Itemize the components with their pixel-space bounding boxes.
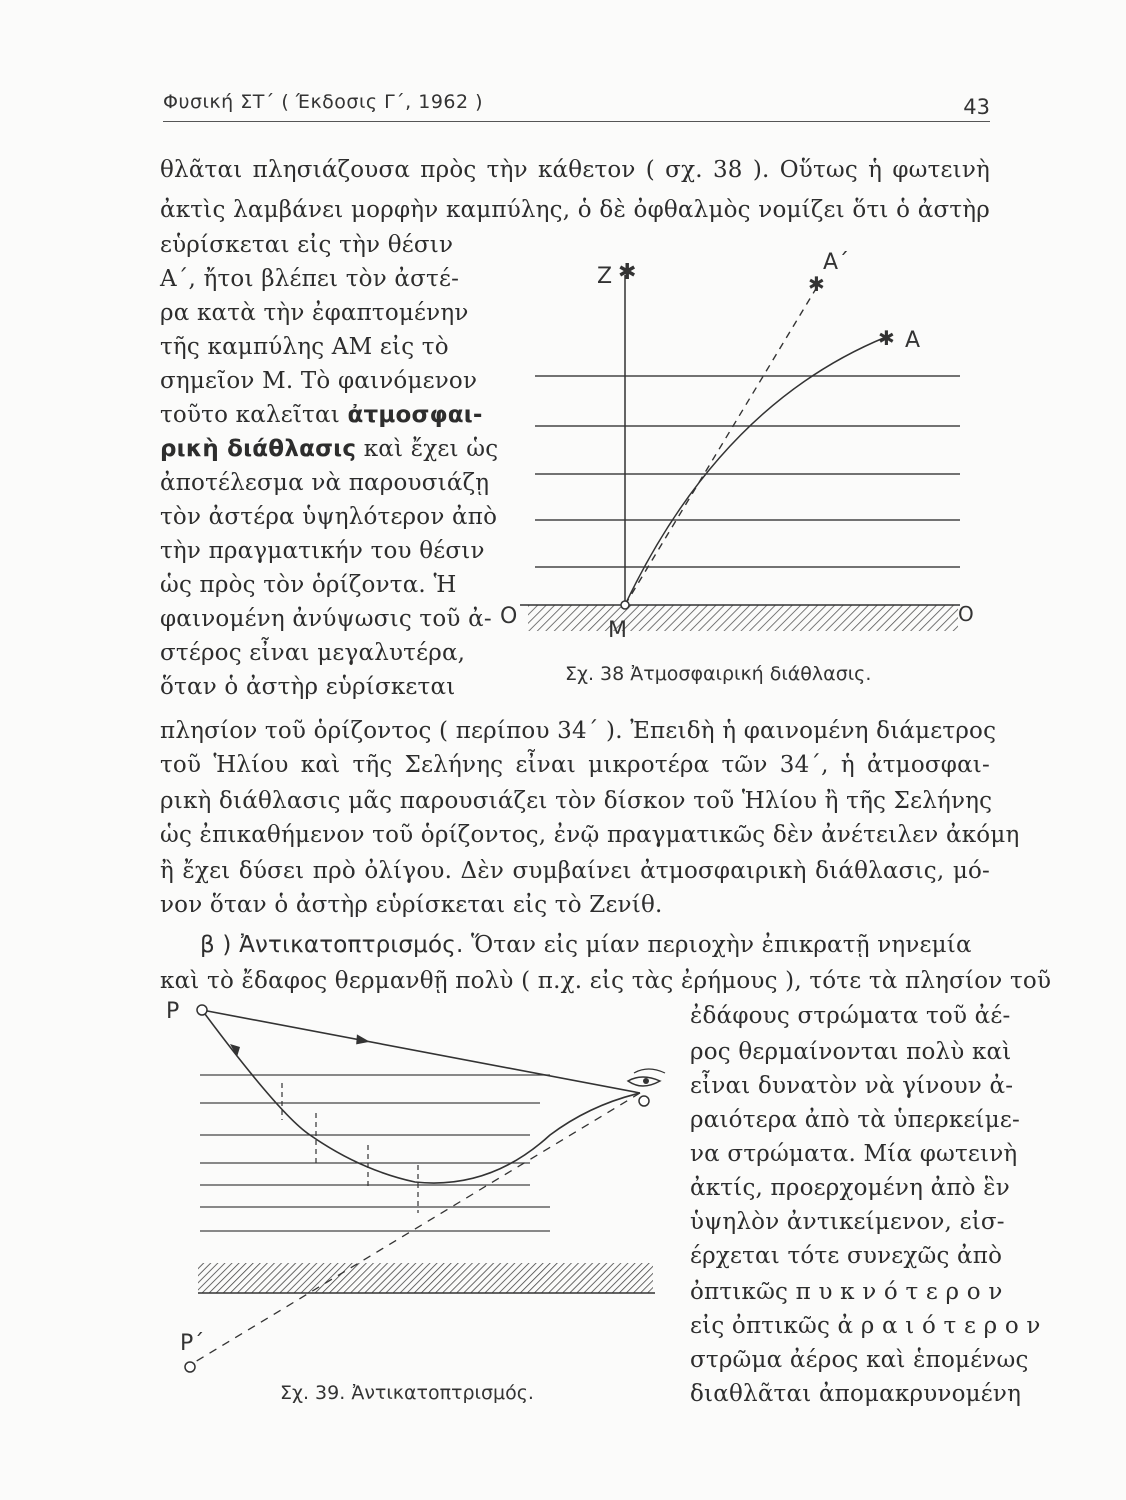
ground [198,1263,653,1293]
text-line: στέρος εἶναι μεγαλυτέρα, [160,640,466,666]
horizon-left-label: O [500,604,518,629]
eye-icon [628,1069,665,1106]
star-icon: ✱ [878,326,895,350]
text-line: καὶ τὸ ἔδαφος θερμανθῇ πολὺ ( π.χ. εἰς τὰς ἐρήμους ), τότε τὰ πλησίον τοῦ [160,968,1052,994]
text-fragment: τοῦτο καλεῖται [160,402,340,428]
text-line: ὑψηλὸν ἀντικείμενον, εἰσ- [690,1209,1005,1235]
text-line: σημεῖον Μ. Τὸ φαινόμενον [160,368,478,394]
star-label: A [905,328,921,353]
apparent-star-icon: ✱ [808,272,825,296]
figure-38 [490,245,974,695]
figure-38-caption: Σχ. 38 Ἀτμοσφαιρική διάθλασις. [565,663,872,685]
figure-39-caption: Σχ. 39. Ἀντικατοπτρισμός. [280,1382,534,1404]
text-line: ὡς πρὸς τὸν ὁρίζοντα. Ἡ [160,572,457,598]
object-point [197,1005,207,1015]
text-line: ρα κατὰ τὴν ἐφαπτομένην [160,300,469,326]
text-line: ἀκτὶς λαμβάνει μορφὴν καμπύλης, ὁ δὲ ὀφθαλμὸς νομίζει ὅτι ὁ ἀστὴρ [160,197,990,223]
mirage-ray [202,1010,640,1183]
figure-39 [160,995,690,1385]
text-line: να στρώματα. Μία φωτεινὴ [690,1141,1018,1167]
header-title: Φυσική ΣΤ΄ ( Έκδοσις Γ΄, 1962 ) [163,91,484,113]
text-line: τοῦ Ἡλίου καὶ τῆς Σελήνης εἶναι μικροτέρα τῶν 34΄, ἡ ἀτμοσφαι- [160,752,990,778]
text-line: τὸν ἀστέρα ὑψηλότερον ἀπὸ [160,504,498,530]
zenith-label: Z [597,264,613,289]
text-line: ἀποτέλεσμα νὰ παρουσιάζῃ [160,470,490,496]
image-point [185,1362,195,1372]
text-line: ρικὴ διάθλασις μᾶς παρουσιάζει τὸν δίσκον τοῦ Ἡλίου ἢ τῆς Σελήνης [160,788,993,814]
ground [528,605,958,631]
apparent-star-label: A΄ [823,250,850,275]
text-line: νον ὅταν ὁ ἀστὴρ εὑρίσκεται εἰς τὸ Ζενίθ. [160,892,663,918]
object-label: P [166,999,180,1024]
arrow-head [355,1034,371,1046]
text-line [160,400,483,430]
text-line: ἐδάφους στρώματα τοῦ ἀέ- [690,1003,1011,1029]
direct-ray [202,1010,640,1093]
section-heading: β ) Ἀντικατοπτρισμός. [200,932,464,958]
text-line: ἢ ἔχει δύσει πρὸ ὀλίγου. Δὲν συμβαίνει ἀτμοσφαιρικὴ διάθλασις, μό- [160,858,990,884]
text-line: ἀκτίς, προερχομένη ἀπὸ ἓν [690,1175,1010,1201]
observer-point [621,601,629,609]
text-line: ὀπτικῶς π υ κ ν ό τ ε ρ ο ν [690,1279,1003,1305]
text-fragment: καὶ ἔχει ὡς [363,436,499,462]
text-line [200,930,990,960]
text-line: ρος θερμαίνονται πολὺ καὶ [690,1039,1012,1065]
text-line: στρῶμα ἀέρος καὶ ἑπομένως [690,1347,1029,1373]
zenith-star-icon: ✱ [618,260,637,285]
text-fragment: Ὅταν εἰς μίαν περιοχὴν ἐπικρατῇ νηνεμία [471,932,972,958]
text-line [160,434,498,464]
image-label: P΄ [180,1331,205,1356]
text-line: εἶναι δυνατὸν νὰ γίνουν ἀ- [690,1073,1014,1099]
text-line: ὅταν ὁ ἀστὴρ εὑρίσκεται [160,674,456,700]
tangent-dashed [625,287,817,605]
text-line: ραιότερα ἀπὸ τὰ ὑπερκείμε- [690,1107,1020,1133]
text-line: Α΄, ἤτοι βλέπει τὸν ἀστέ- [160,266,460,292]
text-line: τὴν πραγματικήν του θέσιν [160,538,485,564]
running-head [163,91,990,122]
text-line: εἰς ὀπτικῶς ἀ ρ α ι ό τ ε ρ ο ν [690,1313,1041,1339]
refracted-ray [625,337,886,605]
text-line: θλᾶται πλησιάζουσα πρὸς τὴν κάθετον ( σχ. 38 ). Οὕτως ἡ φωτεινὴ [160,157,990,183]
text-line: εὑρίσκεται εἰς τὴν θέσιν [160,232,454,258]
text-line: τῆς καμπύλης ΑΜ εἰς τὸ [160,334,449,360]
arrow-head [230,1044,240,1057]
horizon-right-label: O [958,602,974,626]
text-line: πλησίον τοῦ ὁρίζοντος ( περίπου 34΄ ). Ἐπειδὴ ἡ φαινομένη διάμετρος [160,718,997,744]
key-term: ἀτμοσφαι- [347,402,483,428]
page-number: 43 [963,95,990,119]
observer-label: M [608,618,627,643]
text-line: διαθλᾶται ἀπομακρυνομένη [690,1381,1022,1407]
text-line: ὡς ἐπικαθήμενον τοῦ ὁρίζοντος, ἐνῷ πραγματικῶς δὲν ἀνέτειλεν ἀκόμη [160,822,1020,848]
apparent-ray-dashed [190,1093,640,1365]
text-line: φαινομένη ἀνύψωσις τοῦ ἀ- [160,606,492,632]
key-term: ρικὴ διάθλασις [160,436,357,462]
text-line: έρχεται τότε συνεχῶς ἀπὸ [690,1243,1003,1269]
